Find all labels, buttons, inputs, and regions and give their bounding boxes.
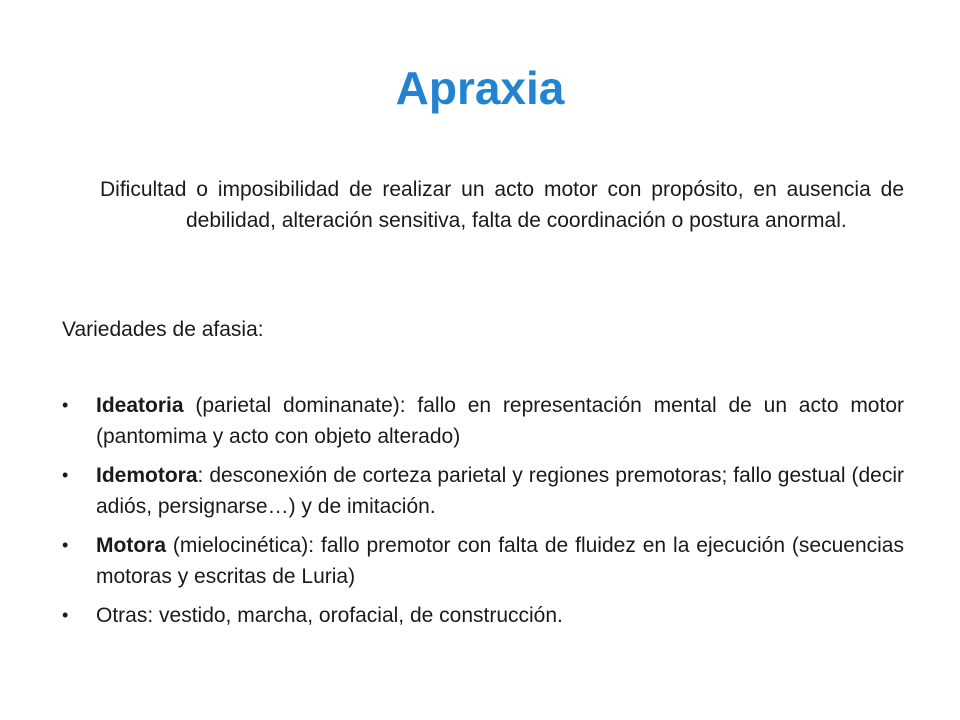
bullet-text: (parietal dominanate): fallo en representación mental de un acto motor (pantomima y acto con objeto alterado) [96, 394, 904, 448]
slide-title: Apraxia [395, 62, 565, 114]
varieties-list [62, 390, 904, 639]
bullet-term: Ideatoria [96, 394, 184, 417]
list-item-ideatoria [62, 390, 904, 452]
list-item-motora [62, 530, 904, 592]
bullet-icon: • [62, 535, 69, 555]
intro-text-part2: debilidad, alteración sensitiva, falta de coordinación o postura anormal. [186, 209, 847, 232]
bullet-term: Motora [96, 534, 166, 557]
bullet-text: Otras: vestido, marcha, orofacial, de construcción. [96, 604, 563, 627]
varieties-heading: Variedades de afasia: [62, 318, 264, 341]
bullet-term: Idemotora [96, 464, 198, 487]
bullet-text: : desconexión de corteza parietal y regiones premotoras; fallo gestual (decir adiós, persignarse…) y de imitación. [96, 464, 904, 518]
bullet-icon: • [62, 395, 69, 415]
bullet-text: (mielocinética): fallo premotor con falta de fluidez en la ejecución (secuencias motoras y escritas de Luria) [96, 534, 904, 588]
intro-paragraph [96, 174, 904, 236]
list-item-idemotora [62, 460, 904, 522]
bullet-icon: • [62, 465, 69, 485]
list-item-otras [62, 600, 904, 631]
bullet-icon: • [62, 605, 69, 625]
intro-text-part1: Dificultad o imposibilidad de realizar un acto motor con propósito, en ausencia de [100, 178, 904, 201]
